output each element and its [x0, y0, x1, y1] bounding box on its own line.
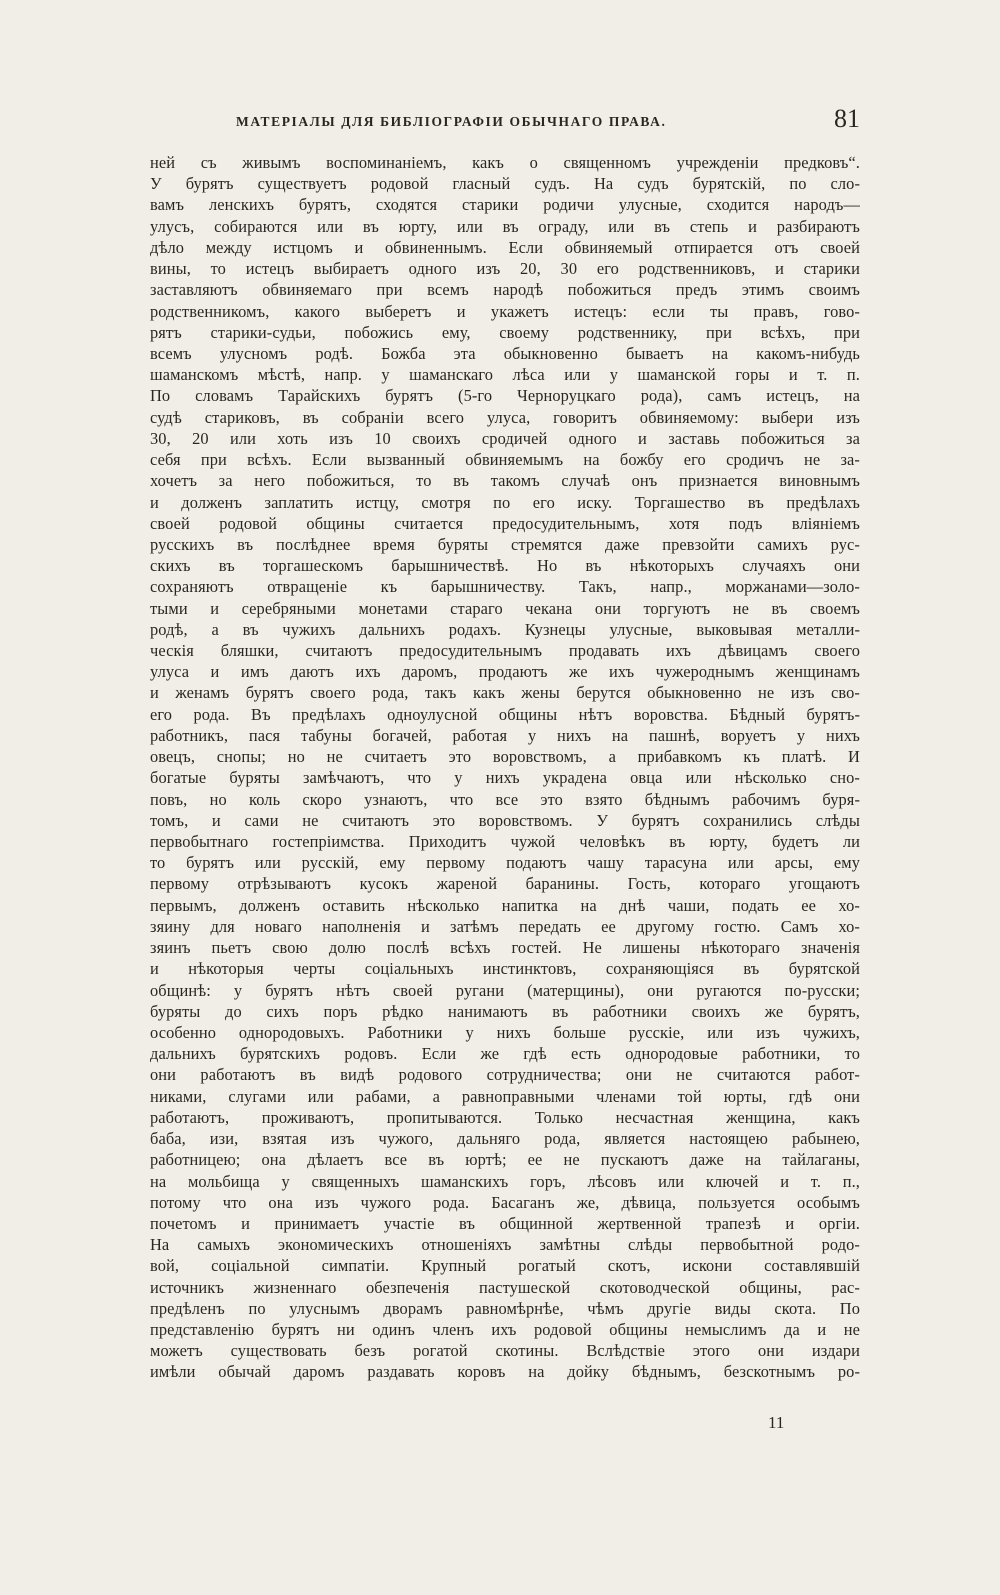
signature-mark: 11: [768, 1413, 785, 1432]
text-line: представленію бурятъ ни одинъ членъ ихъ родовой общины немыслимъ да и не: [150, 1320, 860, 1340]
text-line: улусъ, собираются или въ юрту, или въ ограду, или въ степь и разбираютъ: [150, 216, 860, 236]
text-line: первымъ, долженъ оставить нѣсколько напитка на днѣ чаши, подать ее хо-: [150, 895, 860, 915]
text-line: зяинъ пьетъ свою долю послѣ всѣхъ гостей. Не лишены нѣкотораго значенія: [150, 938, 860, 958]
text-line: работницею; она дѣлаетъ все въ юртѣ; ее не пускаютъ даже на тайлаганы,: [150, 1150, 860, 1170]
page-number: 81: [834, 104, 860, 133]
text-line: шаманскомъ мѣстѣ, напр. у шаманскаго лѣса или у шаманской горы и т. п.: [150, 365, 860, 385]
text-line: ческія бляшки, считаютъ предосудительнымъ продавать ихъ дѣвицамъ своего: [150, 641, 860, 661]
text-line: По словамъ Тарайскихъ бурятъ (5-го Черноруцкаго рода), самъ истецъ, на: [150, 386, 860, 406]
text-line: и нѣкоторыя черты соціальныхъ инстинктовъ, сохраняющіяся въ бурятской: [150, 959, 860, 979]
text-line: ней съ живымъ воспоминаніемъ, какъ о священномъ учрежденіи предковъ“.: [150, 153, 860, 172]
text-line: вой, соціальной симпатіи. Крупный рогатый скотъ, искони составлявшій: [150, 1256, 860, 1276]
text-line: хочетъ за него побожиться, то въ такомъ случаѣ онъ признается виновнымъ: [150, 471, 860, 491]
text-line: родѣ, а въ чужихъ дальнихъ родахъ. Кузнецы улусные, выковывая металли-: [150, 619, 860, 639]
text-line: 30, 20 или хоть изъ 10 своихъ сродичей одного и заставь побожиться за: [150, 428, 860, 448]
text-line: на мольбища у священныхъ шаманскихъ горъ, лѣсовъ или ключей и т. п.,: [150, 1171, 860, 1191]
text-line: сохраняютъ отвращеніе къ барышничеству. Такъ, напр., моржанами—золо-: [150, 577, 860, 597]
text-line: и долженъ заплатить истцу, смотря по его иску. Торгашество въ предѣлахъ: [150, 492, 860, 512]
text-line: вины, то истецъ выбираетъ одного изъ 20, 30 его родственниковъ, и старики: [150, 259, 860, 279]
running-title: МАТЕРІАЛЫ ДЛЯ БИБЛІОГРАФІИ ОБЫЧНАГО ПРАВА.: [236, 114, 667, 129]
body-text: [150, 152, 860, 1383]
text-line: первому отрѣзываютъ кусокъ жареной баранины. Гость, котораго угощаютъ: [150, 874, 860, 894]
text-line: его рода. Въ предѣлахъ одноулусной общины нѣтъ воровства. Бѣдный бурятъ-: [150, 704, 860, 724]
text-line: то бурятъ или русскій, ему первому подаютъ чашу тарасуна или арсы, ему: [150, 853, 860, 873]
text-line: источникъ жизненнаго обезпеченія пастушеской скотоводческой общины, рас-: [150, 1277, 860, 1297]
text-line: никами, слугами или рабами, а равноправными членами той юрты, гдѣ они: [150, 1086, 860, 1106]
text-line: русскихъ въ послѣднее время буряты стремятся даже превзойти самихъ рус-: [150, 534, 860, 554]
text-line: общинѣ: у бурятъ нѣтъ своей ругани (матерщины), они ругаются по-русски;: [150, 980, 860, 1000]
text-line: своей родовой общины считается предосудительнымъ, хотя подъ вліяніемъ: [150, 513, 860, 533]
text-line: можетъ существовать безъ рогатой скотины. Вслѣдствіе этого они издари: [150, 1341, 860, 1361]
text-line: На самыхъ экономическихъ отношеніяхъ замѣтны слѣды первобытной родо-: [150, 1235, 860, 1255]
text-line: баба, изи, взятая изъ чужого, дальняго рода, является настоящею рабынею,: [150, 1129, 860, 1149]
text-line: потому что она изъ чужого рода. Басаганъ же, дѣвица, пользуется особымъ: [150, 1192, 860, 1212]
text-line: зяину для новаго наполненія и затѣмъ передать ее другому гостю. Самъ хо-: [150, 916, 860, 936]
text-line: буряты до сихъ поръ рѣдко нанимаютъ въ работники своихъ же бурятъ,: [150, 1001, 860, 1021]
text-line: улуса и имъ даютъ ихъ даромъ, продаютъ же ихъ чужероднымъ женщинамъ: [150, 662, 860, 682]
text-line: предѣленъ по улуснымъ дворамъ равномѣрнѣе, чѣмъ другіе виды скота. По: [150, 1298, 860, 1318]
text-line: рятъ старики-судьи, побожись ему, своему родственнику, при всѣхъ, при: [150, 322, 860, 342]
text-line: работаютъ, проживаютъ, пропитываются. Только несчастная женщина, какъ: [150, 1107, 860, 1127]
text-line: скихъ въ торгашескомъ барышничествѣ. Но въ нѣкоторыхъ случаяхъ они: [150, 556, 860, 576]
text-line: себя при всѣхъ. Если вызванный обвиняемымъ на божбу его сродичъ не за-: [150, 450, 860, 470]
text-line: овецъ, снопы; но не считаетъ это воровствомъ, а прибавкомъ къ платѣ. И: [150, 747, 860, 767]
text-line: дальнихъ бурятскихъ родовъ. Если же гдѣ есть однородовые работники, то: [150, 1044, 860, 1064]
text-line: повъ, но коль скоро узнаютъ, что все это взято бѣднымъ рабочимъ буря-: [150, 789, 860, 809]
text-line: родственникомъ, какого выберетъ и укажетъ истецъ: если ты правъ, гово-: [150, 301, 860, 321]
page-header: [236, 100, 860, 140]
text-line: работникъ, пася табуны богачей, работая у нихъ на пашнѣ, воруетъ у нихъ: [150, 725, 860, 745]
text-line: особенно однородовыхъ. Работники у нихъ больше русскіе, или изъ чужихъ,: [150, 1022, 860, 1042]
text-line: первобытнаго гостепріимства. Приходитъ чужой человѣкъ въ юрту, будетъ ли: [150, 832, 860, 851]
text-line: вамъ ленскихъ бурятъ, сходятся старики родичи улусные, сходится народъ—: [150, 195, 860, 215]
text-line: богатые буряты замѣчаютъ, что у нихъ украдена овца или нѣсколько сно-: [150, 768, 860, 788]
text-line: почетомъ и принимаетъ участіе въ общинной жертвенной трапезѣ и оргіи.: [150, 1213, 860, 1233]
text-line: дѣло между истцомъ и обвиненнымъ. Если обвиняемый отпирается отъ своей: [150, 237, 860, 257]
text-line: они работаютъ въ видѣ родового сотрудничества; они не считаются работ-: [150, 1065, 860, 1085]
text-line: судѣ стариковъ, въ собраніи всего улуса, говоритъ обвиняемому: выбери изъ: [150, 407, 860, 427]
text-line: имѣли обычай даромъ раздавать коровъ на дойку бѣднымъ, безскотнымъ ро-: [150, 1362, 860, 1382]
text-line: и женамъ бурятъ своего рода, такъ какъ жены берутся обыкновенно не изъ сво-: [150, 683, 860, 703]
text-line: тыми и серебряными монетами стараго чекана они торгуютъ не въ своемъ: [150, 598, 860, 618]
text-line: томъ, и сами не считаютъ это воровствомъ. У бурятъ сохранились слѣды: [150, 810, 860, 830]
text-line: заставляютъ обвиняемаго при всемъ народѣ побожиться предъ этимъ своимъ: [150, 280, 860, 300]
text-line: всемъ улусномъ родѣ. Божба эта обыкновенно бываетъ на какомъ-нибудь: [150, 343, 860, 363]
text-line: У бурятъ существуетъ родовой гласный судъ. На судъ бурятскій, по сло-: [150, 174, 860, 194]
